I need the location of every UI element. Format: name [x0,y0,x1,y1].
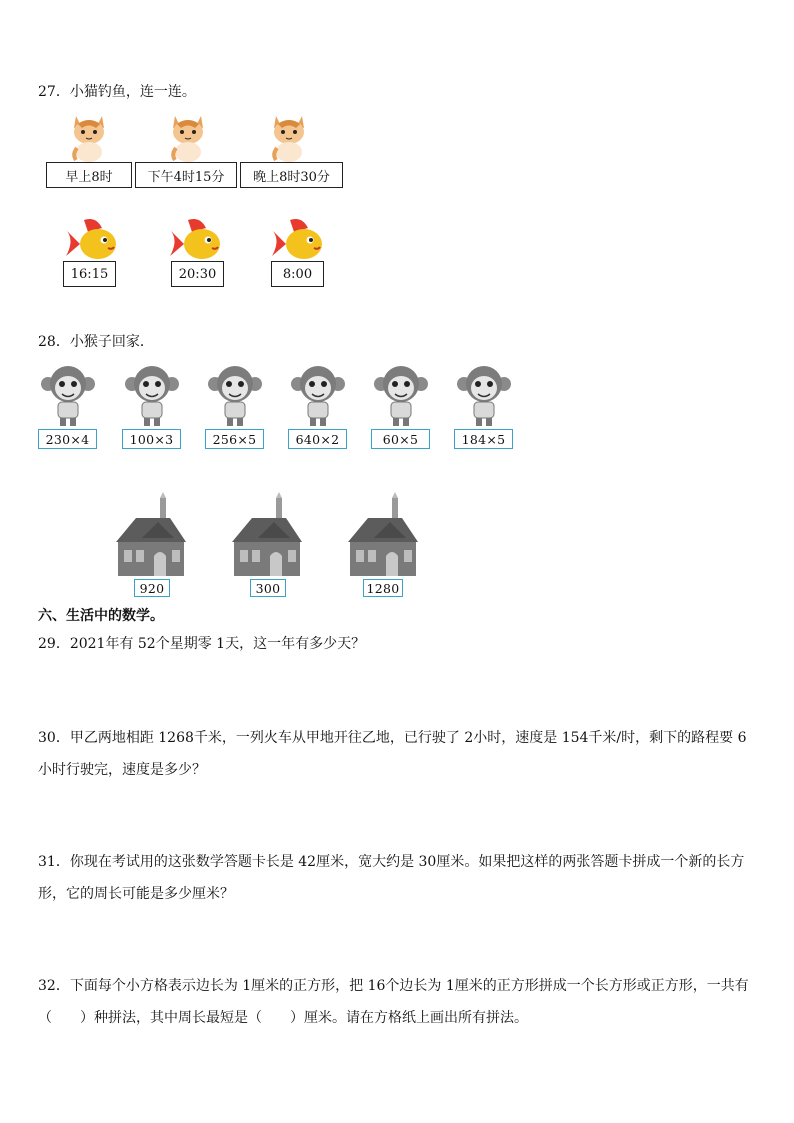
house-label-3: 1280 [363,579,403,597]
q28-title: 28．小猴子回家． [38,334,154,350]
house-label-2: 300 [250,579,286,597]
monkey-label-3: 256×5 [205,429,264,449]
cat-image-3 [266,110,312,166]
cat-label-2: 下午4时15分 [135,162,237,188]
house-image-1 [114,492,188,582]
monkey-image-5 [373,364,429,432]
monkey-image-4 [290,364,346,432]
monkey-image-1 [40,364,96,432]
house-image-3 [346,492,420,582]
monkey-label-5: 60×5 [371,429,430,449]
monkey-image-6 [456,364,512,432]
monkey-label-4: 640×2 [288,429,347,449]
house-label-1: 920 [134,579,170,597]
cat-image-2 [165,110,211,166]
monkey-image-3 [207,364,263,432]
q32-text: 32．下面每个小方格表示边长为 1厘米的正方形，把 16个边长为 1厘米的正方形拼成一个长方形或正方形，一共有（ ）种拼法，其中周长最短是（ ）厘米。请在方格纸上画出所有拼法。 [38,978,749,1026]
fish-label-1: 16:15 [63,261,116,287]
q31-text: 31．你现在考试用的这张数学答题卡长是 42厘米，宽大约是 30厘米。如果把这样的两张答题卡拼成一个新的长方形，它的周长可能是多少厘米？ [38,854,745,902]
monkey-label-1: 230×4 [38,429,97,449]
q29-text: 29．2021年有 52个星期零 1天，这一年有多少天？ [38,636,366,652]
section-6-heading: 六、生活中的数学。 [38,608,164,624]
cat-image-1 [66,110,112,166]
house-image-2 [230,492,304,582]
monkey-image-2 [124,364,180,432]
monkey-label-2: 100×3 [122,429,181,449]
fish-label-3: 8:00 [271,261,324,287]
cat-label-3: 晚上8时30分 [240,162,343,188]
monkey-label-6: 184×5 [454,429,513,449]
q27-title: 27．小猫钓鱼，连一连。 [38,84,196,100]
q30-text: 30．甲乙两地相距 1268千米，一列火车从甲地开往乙地，已行驶了 2小时，速度是 154千米/时，剩下的路程要 6小时行驶完，速度是多少？ [38,730,747,778]
fish-label-2: 20:30 [171,261,224,287]
cat-label-1: 早上8时 [46,162,132,188]
